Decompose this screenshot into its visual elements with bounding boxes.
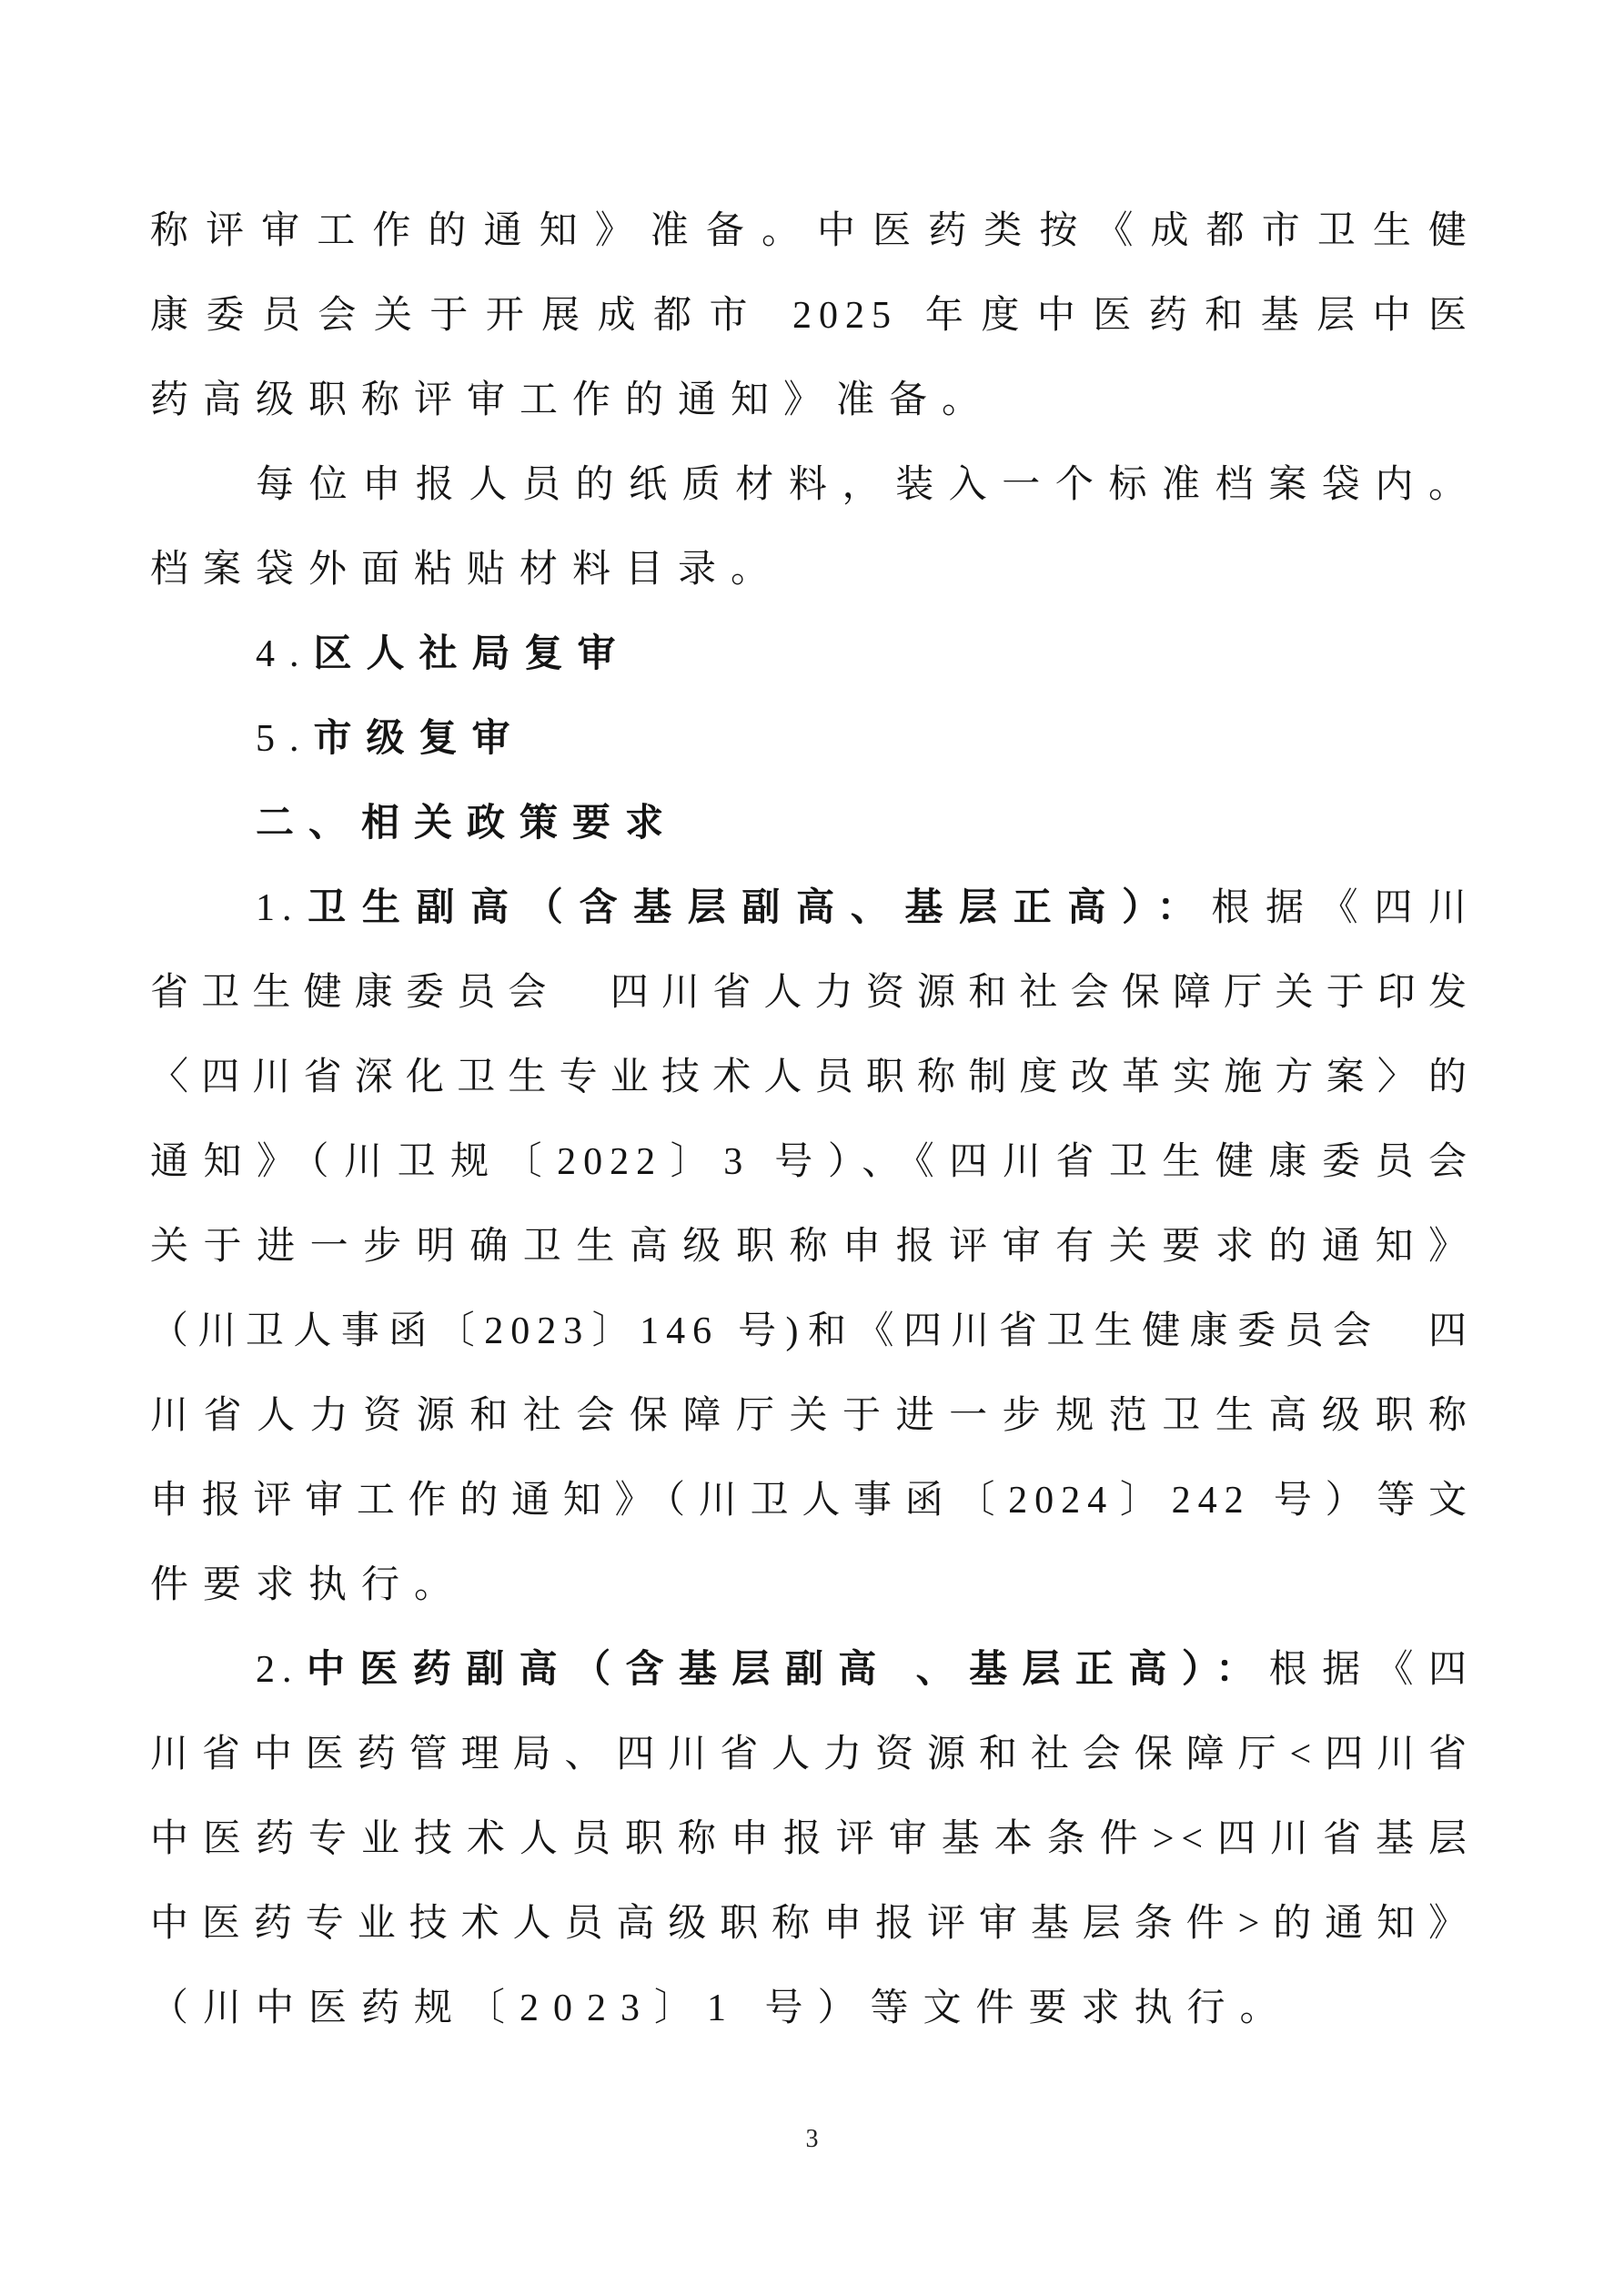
text-line — [150, 443, 1474, 528]
body-text: 2. — [256, 1649, 299, 1691]
body-text: 档案袋外面粘贴材料目录。 — [150, 549, 784, 591]
body-text: 关于进一步明确卫生高级职称申报评审有关要求的通知》 — [150, 1226, 1474, 1268]
body-text: 1. — [256, 887, 299, 929]
text-line — [150, 189, 1474, 274]
body-text: （川卫人事函〔2023〕146 号)和《四川省卫生健康委员会 四 — [150, 1310, 1474, 1352]
emphasis-text: 卫生副高（含基层副高、基层正高）： — [298, 887, 1212, 929]
body-text: 申报评审工作的通知》（川卫人事函〔2024〕242 号）等文 — [150, 1480, 1474, 1522]
body-text: 药高级职称评审工作的通知》准备。 — [150, 379, 995, 421]
emphasis-text: 二、相关政策要求 — [256, 803, 679, 845]
text-line — [150, 951, 1474, 1036]
document-body — [150, 189, 1474, 2051]
emphasis-text: 中医药副高（含基层副高 、基层正高）： — [298, 1649, 1269, 1691]
body-text: 4. — [256, 633, 314, 675]
body-text: 省卫生健康委员会 四川省人力资源和社会保障厅关于印发 — [150, 972, 1474, 1014]
text-line — [150, 1882, 1474, 1967]
body-text: 根据《四川 — [1211, 887, 1474, 929]
text-line — [150, 1543, 1474, 1628]
text-line — [150, 1628, 1474, 1713]
body-text: 川省人力资源和社会保障厅关于进一步规范卫生高级职称 — [150, 1395, 1474, 1437]
text-line — [150, 1797, 1474, 1882]
body-text: 川省中医药管理局、四川省人力资源和社会保障厅<四川省 — [150, 1734, 1474, 1775]
text-line — [150, 1374, 1474, 1459]
text-line — [150, 1120, 1474, 1205]
text-line — [150, 866, 1474, 951]
body-text: 称评审工作的通知》准备。中医药类按《成都市卫生健 — [150, 210, 1474, 252]
body-text: 根据《四 — [1268, 1649, 1474, 1691]
text-line — [150, 1036, 1474, 1120]
body-text: 5. — [256, 718, 314, 760]
text-line — [150, 697, 1474, 782]
text-line — [150, 1290, 1474, 1374]
text-line — [150, 1205, 1474, 1290]
text-line — [150, 612, 1474, 697]
body-text: 〈四川省深化卫生专业技术人员职称制度改革实施方案〉的 — [150, 1057, 1474, 1098]
text-line — [150, 782, 1474, 866]
text-line — [150, 1713, 1474, 1797]
emphasis-text: 市级复审 — [313, 718, 525, 760]
page-number: 3 — [805, 2125, 819, 2153]
text-line — [150, 1459, 1474, 1543]
body-text: 中医药专业技术人员高级职称申报评审基层条件>的通知》 — [150, 1903, 1474, 1945]
body-text: 康委员会关于开展成都市 2025 年度中医药和基层中医 — [150, 295, 1474, 337]
body-text: 件要求执行。 — [150, 1564, 468, 1606]
body-text: 通知》（川卫规〔2022〕3 号）、《四川省卫生健康委员会 — [150, 1141, 1474, 1183]
text-line — [150, 1967, 1474, 2051]
body-text: 中医药专业技术人员职称申报评审基本条件><四川省基层 — [150, 1818, 1474, 1860]
text-line — [150, 528, 1474, 612]
text-line — [150, 274, 1474, 359]
body-text: （川中医药规〔2023〕1 号）等文件要求执行。 — [150, 1988, 1293, 2029]
emphasis-text: 区人社局复审 — [313, 633, 630, 675]
text-line — [150, 359, 1474, 443]
body-text: 每位申报人员的纸质材料，装入一个标准档案袋内。 — [256, 464, 1474, 506]
